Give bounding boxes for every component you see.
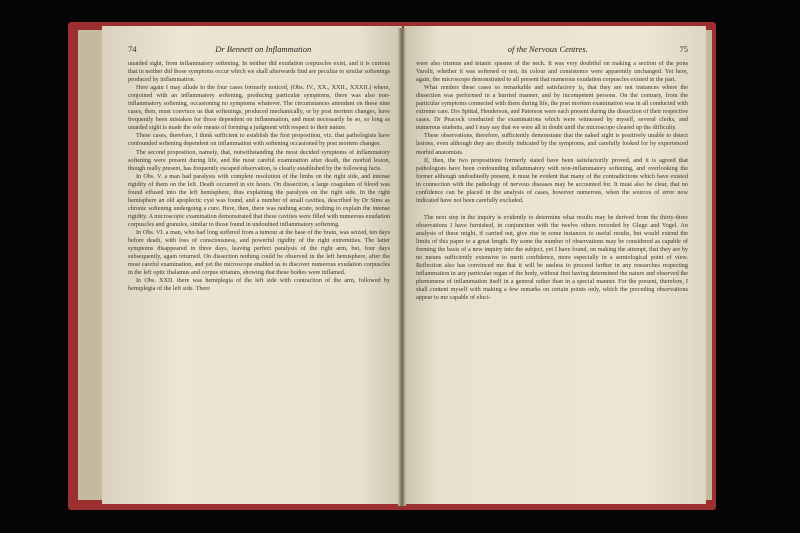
left-page-edges [78, 30, 104, 500]
left-page-number: 74 [128, 44, 137, 54]
right-running-title: of the Nervous Centres. [507, 44, 588, 54]
paragraph: were also trismus and tetanic spasms of the neck. It was very doubtful on making a section of the pons Varolii, whether it was softened or not, its colour and consistence were apparently unchanged. Yet here, again, the microscope demonstrated to all present that numerous exudation corpuscles existed in the part. [416, 60, 688, 84]
right-page [404, 26, 706, 504]
paragraph: unaided sight, from inflammatory softening. In neither did exudation corpuscles exist, and it is curious that in neither did those symptoms occur which we shall afterwards find are peculiar to similar softenings produced by inflammation. [128, 60, 390, 84]
paragraph: These observations, therefore, sufficiently demonstrate that the naked sight is positively unable to detect lesions, even although they are directly indicated by the symptoms, and carefully looked for by experienced morbid anatomists. [416, 132, 688, 156]
left-page-text [128, 60, 390, 293]
paragraph: If, then, the two propositions formerly stated have been satisfactorily proved, and it is agreed that pathologists have been confounding inflammatory with non-inflammatory softening, and overlooking the former although undoubtedly present, it must be evident that many of the contradictions which have existed in connection with the pathology of nervous diseases may be accounted for. It must also be clear, that no confidence can be placed in the analysis of cases, however numerous, when the sources of error now indicated have not been carefully excluded. [416, 156, 688, 204]
paragraph: These cases, therefore, I think sufficient to establish the first proposition, viz. that pathologists have confounded softening dependent on inflammation with softening occasioned by post mortem changes. [128, 132, 390, 148]
paragraph: In Obs. VI. a man, who had long suffered from a tumour at the base of the brain, was seized, ten days before death, with loss of consciousness, and powerful rigidity of the right extremities. The latter symptoms disappeared in three days, leaving perfect paralysis of the right arm, but, four days subsequently, again returned. On dissection nothing could be observed in the left hemisphere, after the most careful examination, and yet the microscope enabled us to discover numerous exudation corpuscles in the left optic thalamus and corpus striatum, showing that these bodies were inflamed. [128, 228, 390, 277]
right-page-text [416, 60, 688, 302]
right-running-head [416, 44, 688, 54]
left-page [102, 26, 402, 504]
paragraph: In Obs. V. a man had paralysis with complete resolution of the limbs on the right side, and intense rigidity of them on the left. Death occurred in six hours. On dissection, a large coagulum of blood was found effused into the left hemisphere, thus explaining the paralysis on the right side. In the right hemisphere an old apoplectic cyst was found, and a number of small cavities, described by Dr Sims as chronic softening undergoing a cure. Here, then, there was nothing acute, nothing to explain the intense rigidity. A microscopic examination demonstrated that these cavities were filled with numerous exudation corpuscles and granules, similar to those found in undoubted inflammatory softening. [128, 172, 390, 228]
paragraph: What renders these cases so remarkable and satisfactory is, that they are not instances where the dissection was performed in a hurried manner, and by incompetent persons. On the contrary, from the particular symptoms connected with them during life, the post mortem examination was in all conducted with extreme care. Drs Spittal, Henderson, and Paterson were each present during the dissection of their respective cases. Dr Peacock conducted the examinations which were witnessed by myself, several clerks, and numerous students, and I may say that we were all in doubt until the microscope cleared up the difficulty. [416, 84, 688, 132]
paragraph: Here again I may allude to the four cases formerly noticed, (Obs. IV., XX., XXII., XXXII.) where, conjoined with an inflammatory softening, producing particular symptoms, there was also non-inflammatory softening, occasioning no symptoms whatever. The circumstances attendant on these nine cases, then, must convince us that softenings, produced mechanically, or by post mortem changes, have frequently been mistaken for those dependent on inflammation, and must necessarily be so, so long as unaided sight is made the sole means of forming a judgment with respect to their nature. [128, 84, 390, 132]
right-page-number: 75 [679, 44, 688, 54]
paragraph: In Obs. XXII. there was hemiplegia of the left side with contraction of the arm, followed by hemiplegia of the left side. There [128, 277, 390, 293]
left-running-head [128, 44, 390, 54]
book-spine-gutter [398, 28, 406, 506]
paragraph: The second proposition, namely, that, notwithstanding the most decided symptoms of inflammatory softening were present during life, and the most careful examination after death, the morbid lesion, though really present, has frequently escaped observation, is clearly established by the following facts. [128, 148, 390, 172]
paragraph: The next step in the inquiry is evidently to determine what results may be derived from the thirty-three observations I have furnished, in conjunction with the twelve others recorded by Gluge and Vogel. An analysis of these might, if carried out, give rise in some instances to useful results, but would extend the limits of this paper to a great length. By some the number of observations may be considered as capable of forming the basis of a new inquiry into the subject, yet I have found, on making the attempt, that they are by no means sufficiently extensive to merit confidence, more especially in a semiological point of view. Reflection also has convinced me that it will be useless to proceed farther in any researches respecting inflammation in any particular organ of the body, without first having determined the nature and observed the phenomena of inflammation itself in a general rather than in a special manner. For the present, therefore, I shall content myself with making a few remarks on certain points only, which the preceding observations appear to me capable of eluci- [416, 213, 688, 302]
left-running-title: Dr Bennett on Inflammation [215, 44, 312, 54]
